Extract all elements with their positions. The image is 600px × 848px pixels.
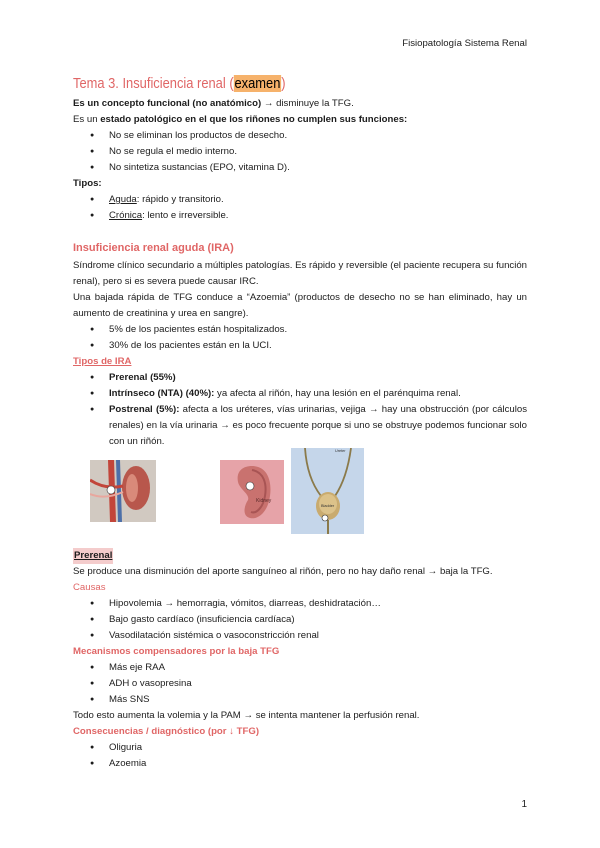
tipos-ira-heading: Tipos de IRA: [73, 356, 132, 367]
list-item: ● Vasodilatación sistémica o vasoconstricción renal: [73, 628, 527, 644]
list-item: ● Azoemia: [73, 756, 527, 772]
list-item: ● No se eliminan los productos de desecho.: [73, 128, 527, 144]
list-item: ● Intrínseco (NTA) (40%): ya afecta al riñón, hay una lesión en el parénquima renal.: [73, 386, 527, 402]
consecuencias-heading: Consecuencias / diagnóstico (por ↓ TFG): [73, 726, 260, 737]
prerenal-illustration: [90, 460, 156, 522]
list-item: ● 5% de los pacientes están hospitalizados.: [73, 322, 527, 338]
document-body: [73, 74, 527, 772]
intro-line-1: Es un concepto funcional (no anatómico) → disminuye la TFG.: [73, 98, 354, 109]
list-item: ● 30% de los pacientes están en la UCI.: [73, 338, 527, 354]
postrenal-illustration: [291, 448, 364, 534]
list-item: ● ADH o vasopresina: [73, 676, 527, 692]
ira-illustrations: [73, 449, 527, 536]
bladder-label: Bladder: [321, 504, 335, 508]
list-item: ● Oliguria: [73, 740, 527, 756]
intrinsic-illustration: [220, 460, 284, 524]
page-title: Tema 3. Insuficiencia renal (examen): [73, 75, 286, 92]
list-item: ● Crónica: lento e irreversible.: [73, 208, 527, 224]
consecuencias-list: [73, 740, 527, 772]
ira-paragraph-1: Síndrome clínico secundario a múltiples patologías. Es rápido y reversible (el paciente recupera su función renal), pero si es severa puede causar IRC.: [73, 260, 527, 287]
list-item: ● Bajo gasto cardíaco (insuficiencia cardíaca): [73, 612, 527, 628]
prerenal-paragraph-2: Todo esto aumenta la volemia y la PAM → se intenta mantener la perfusión renal.: [73, 710, 420, 721]
tipos-list: [73, 192, 527, 224]
document-header: Fisiopatología Sistema Renal: [402, 38, 527, 49]
exam-highlight: examen: [234, 75, 281, 92]
causas-heading: Causas: [73, 582, 106, 593]
intro-line-2: Es un estado patológico en el que los riñones no cumplen sus funciones:: [73, 114, 408, 125]
list-item: ● No sintetiza sustancias (EPO, vitamina D).: [73, 160, 527, 176]
list-item: ● Prerenal (55%): [73, 370, 527, 386]
kidney-label: Kidney: [256, 498, 272, 504]
prerenal-paragraph-1: Se produce una disminución del aporte sanguíneo al riñón, pero no hay daño renal → baja la TFG.: [73, 566, 493, 577]
list-item: ● Postrenal (5%): afecta a los uréteres, vías urinarias, vejiga → hay una obstrucción (por cálculos renales) en la vía urinaria → es poco frecuente porque si uno se obstruye podemos funcionar solo con un riñón.: [73, 402, 527, 450]
tipos-label: Tipos:: [73, 178, 102, 189]
list-item: ● Más eje RAA: [73, 660, 527, 676]
ira-stats-list: [73, 322, 527, 354]
tipos-ira-list: [73, 370, 527, 450]
mecanismos-heading: Mecanismos compensadores por la baja TFG: [73, 646, 280, 657]
causas-list: [73, 596, 527, 644]
ureter-label: Ureter: [335, 449, 346, 453]
mecanismos-list: [73, 660, 527, 708]
list-item: ● Más SNS: [73, 692, 527, 708]
ira-paragraph-2: Una bajada rápida de TFG conduce a “Azoemia” (productos de desecho no se han eliminado, hay un aumento de creatinina y urea en sangre).: [73, 292, 527, 319]
section-heading-ira: Insuficiencia renal aguda (IRA): [73, 242, 234, 254]
funciones-list: [73, 128, 527, 176]
page-number: 1: [521, 799, 527, 810]
prerenal-heading: Prerenal: [73, 548, 113, 564]
list-item: ● No se regula el medio interno.: [73, 144, 527, 160]
list-item: ● Aguda: rápido y transitorio.: [73, 192, 527, 208]
list-item: ● Hipovolemia → hemorragia, vómitos, diarreas, deshidratación…: [73, 596, 527, 612]
prerenal-heading-line: [73, 548, 527, 564]
